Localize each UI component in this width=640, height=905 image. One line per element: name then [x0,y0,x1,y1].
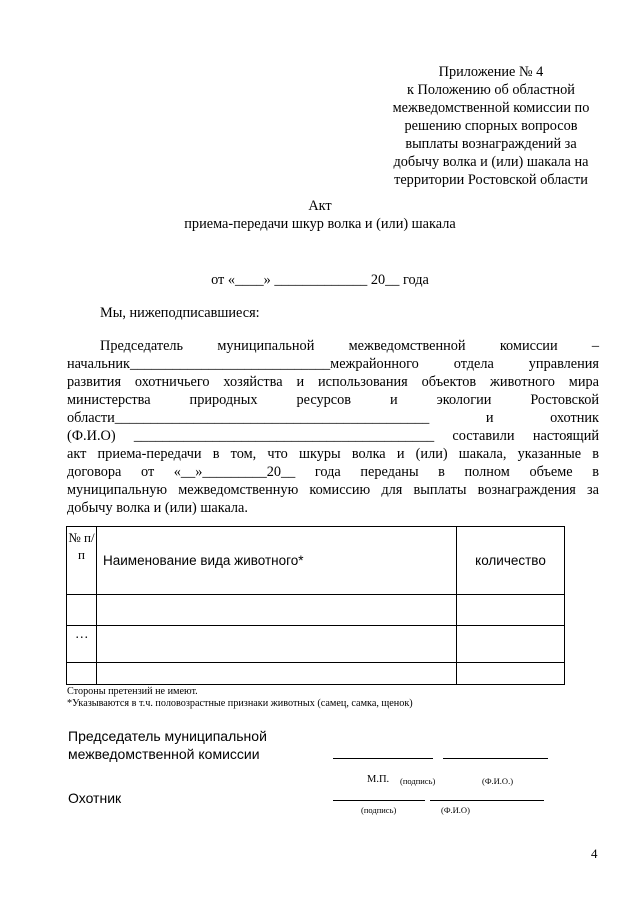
header-qty-text: количество [475,553,546,568]
header-num [67,527,97,595]
table-cell [457,663,565,685]
appendix-line: решению спорных вопросов [404,118,578,134]
chairman-signature-line [333,758,433,759]
body-line: начальник____________________________межрайонного отдела управления [67,356,599,372]
table-cell [67,595,97,626]
body-line: муниципальную межведомственную комиссию для выплаты вознаграждения за [67,482,599,498]
fio-caption: (Ф.И.О.) [482,776,514,786]
table-row [67,595,565,626]
appendix-line: межведомственной комиссии по [392,100,590,116]
body-line: Председатель муниципальной межведомственной комиссии – [100,338,599,354]
hunter-label: Охотник [68,790,122,806]
table-cell [97,626,457,663]
chairman-label-line2: межведомственной комиссии [68,746,260,762]
appendix-heading [380,63,602,189]
hunter-fio-caption: (Ф.И.О) [441,805,470,815]
signature-caption: (подпись) [400,776,436,786]
body-line: договора от «__»_________20__ года переданы в полном объеме в [67,464,599,480]
appendix-line: территории Ростовской области [394,172,588,188]
animals-table [66,526,565,685]
header-qty [457,527,565,595]
note-footnote: *Указываются в т.ч. половозрастные признаки животных (самец, самка, щенок) [67,698,413,709]
chairman-fio-line [443,758,548,759]
body-line: министерства природных ресурсов и экологии Ростовской [67,392,599,408]
ellipsis-text: … [75,626,89,641]
appendix-line: добычу волка и (или) шакала на [393,154,589,170]
table-row [67,663,565,685]
body-line: развития охотничьего хозяйства и использования объектов животного мира [67,374,599,390]
appendix-line: выплаты вознаграждений за [405,136,577,152]
header-num-text: № п/п [68,530,95,562]
table-cell [97,663,457,685]
date-line: от «____» _____________ 20__ года [211,272,429,288]
document-subtitle: приема-передачи шкур волка и (или) шакала [184,216,456,232]
chairman-label-line1: Председатель муниципальной [68,728,267,744]
table-row [67,626,565,663]
body-line: добычу волка и (или) шакала. [67,500,248,516]
table-cell [67,626,97,663]
appendix-line: Приложение № 4 [438,64,544,80]
hunter-signature-caption: (подпись) [361,805,397,815]
table-cell [457,595,565,626]
page-number: 4 [591,846,598,861]
intro-text: Мы, нижеподписавшиеся: [100,305,260,321]
hunter-fio-line [430,800,544,801]
header-name [97,527,457,595]
appendix-line: к Положению об областной [407,82,575,98]
table-cell [97,595,457,626]
table-header-row [67,527,565,595]
note-no-claims: Стороны претензий не имеют. [67,686,198,697]
hunter-signature-line [333,800,425,801]
body-line: акт приема-передачи в том, что шкуры волка и (или) шакала, указанные в [67,446,599,462]
body-line: области____________________________________________ и охотник [67,410,599,426]
mp-stamp-label: М.П. [367,774,390,785]
document-title: Акт [308,198,332,214]
body-line: (Ф.И.О) __________________________________________ составили настоящий [67,428,599,444]
table-cell [457,626,565,663]
table-cell [67,663,97,685]
header-name-text: Наименование вида животного* [103,553,304,568]
